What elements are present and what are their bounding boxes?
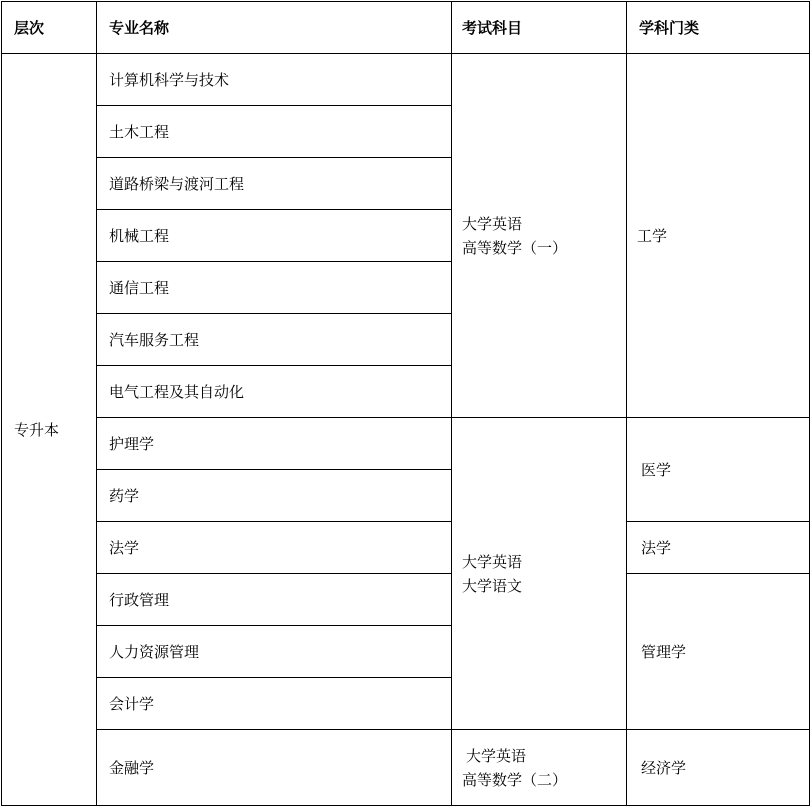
table-row [2, 54, 810, 106]
major-cell: 人力资源管理 [97, 626, 452, 678]
table-row [2, 522, 810, 574]
major-cell: 会计学 [97, 678, 452, 730]
major-cell: 机械工程 [97, 210, 452, 262]
header-major: 专业名称 [97, 2, 452, 54]
category-cell: 管理学 [627, 574, 810, 730]
exam-subject: 大学英语 [466, 746, 527, 765]
major-cell: 计算机科学与技术 [97, 54, 452, 106]
major-cell: 电气工程及其自动化 [97, 366, 452, 418]
table-row [2, 730, 810, 806]
category-cell: 医学 [627, 418, 810, 522]
major-cell: 金融学 [97, 730, 452, 806]
table-row [2, 418, 810, 470]
major-cell: 药学 [97, 470, 452, 522]
major-cell: 行政管理 [97, 574, 452, 626]
exam-subject: 大学语文 [462, 576, 523, 595]
exam-subject: 大学英语 [462, 552, 523, 571]
major-cell: 护理学 [97, 418, 452, 470]
exam-subject: 高等数学（一） [462, 238, 568, 257]
header-row [2, 2, 810, 54]
major-cell: 土木工程 [97, 106, 452, 158]
level-cell: 专升本 [2, 54, 97, 806]
header-level: 层次 [2, 2, 97, 54]
major-cell: 通信工程 [97, 262, 452, 314]
category-cell: 工学 [627, 54, 810, 418]
major-cell: 法学 [97, 522, 452, 574]
category-cell: 经济学 [627, 730, 810, 806]
major-cell: 汽车服务工程 [97, 314, 452, 366]
category-cell: 法学 [627, 522, 810, 574]
header-exam: 考试科目 [452, 2, 627, 54]
header-category: 学科门类 [627, 2, 810, 54]
exam-cell [452, 418, 627, 730]
majors-table [1, 1, 810, 806]
exam-subject: 大学英语 [462, 214, 523, 233]
major-cell: 道路桥梁与渡河工程 [97, 158, 452, 210]
table-row [2, 574, 810, 626]
exam-subject: 高等数学（二） [462, 770, 568, 789]
exam-cell [452, 730, 627, 806]
exam-cell [452, 54, 627, 418]
